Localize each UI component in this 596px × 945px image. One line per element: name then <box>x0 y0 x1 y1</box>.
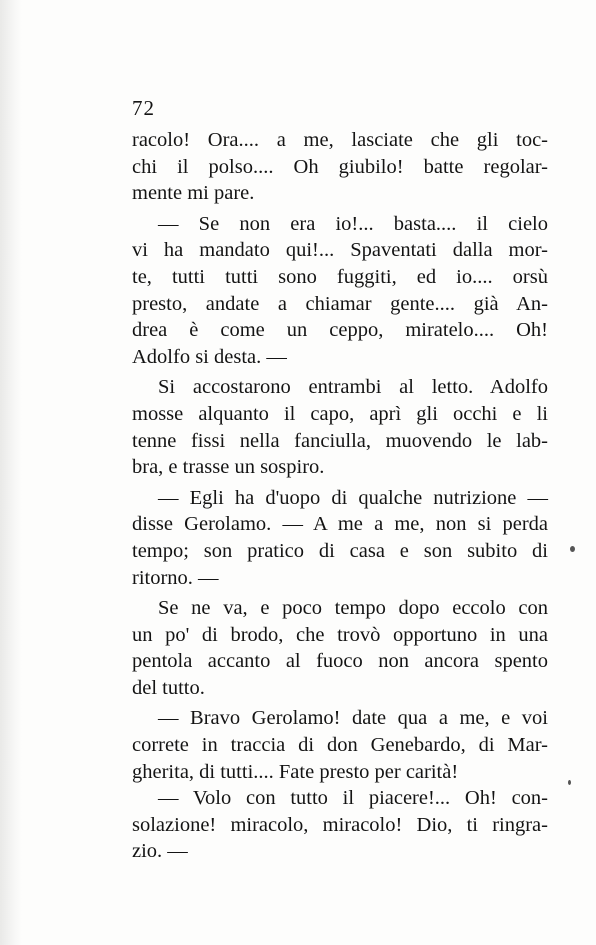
text-line: del tutto. <box>132 676 205 699</box>
text-line: vi ha mandato qui!... Spaventati dalla mor- <box>132 239 548 262</box>
text-line: drea è come un ceppo, miratelo.... Oh! <box>132 319 548 342</box>
text-line: disse Gerolamo. — A me a me, non si perda <box>132 513 548 536</box>
text-line: te, tutti tutti sono fuggiti, ed io.... orsù <box>132 265 548 288</box>
text-line: Se ne va, e poco tempo dopo eccolo con <box>158 597 548 620</box>
page-number: 72 <box>132 96 155 120</box>
paragraph-5 <box>132 595 548 701</box>
text-line: Si accostarono entrambi al letto. Adolfo <box>158 376 548 399</box>
paragraph-4 <box>132 485 548 591</box>
text-line: — Se non era io!... basta.... il cielo <box>158 212 548 235</box>
text-line: ritorno. — <box>132 566 219 589</box>
text-line: un po' di brodo, che trovò opportuno in una <box>132 623 548 646</box>
text-line: Adolfo si desta. — <box>132 345 287 368</box>
body-text <box>132 127 548 865</box>
text-line: — Bravo Gerolamo! date qua a me, e voi <box>158 707 548 730</box>
ink-speck <box>570 546 575 552</box>
text-line: gherita, di tutti.... Fate presto per carità! <box>132 760 459 783</box>
text-line: correte in traccia di don Genebardo, di Mar- <box>132 734 548 757</box>
text-line: mente mi pare. <box>132 182 255 205</box>
text-line: — Egli ha d'uopo di qualche nutrizione — <box>158 486 548 509</box>
paragraph-6 <box>132 705 548 785</box>
text-line: bra, e trasse un sospiro. <box>132 456 325 479</box>
text-line: mosse alquanto il capo, aprì gli occhi e li <box>132 402 548 425</box>
text-line: chi il polso.... Oh giubilo! batte regolar- <box>132 155 548 178</box>
paragraph-3 <box>132 374 548 480</box>
text-line: zio. — <box>132 840 188 863</box>
text-line: pentola accanto al fuoco non ancora spento <box>132 650 548 673</box>
paragraph-2 <box>132 211 548 371</box>
text-line: — Volo con tutto il piacere!... Oh! con- <box>158 787 548 810</box>
text-line: racolo! Ora.... a me, lasciate che gli toc- <box>132 129 548 151</box>
text-line: tempo; son pratico di casa e son subito di <box>132 539 548 562</box>
ink-speck <box>568 780 571 785</box>
text-line: solazione! miracolo, miracolo! Dio, ti ringra- <box>132 813 548 836</box>
scan-shadow <box>0 0 22 945</box>
text-line: presto, andate a chiamar gente.... già An- <box>132 292 548 315</box>
text-line: tenne fissi nella fanciulla, muovendo le lab- <box>132 429 548 452</box>
paragraph-1 <box>132 127 548 207</box>
paragraph-7 <box>132 785 548 865</box>
